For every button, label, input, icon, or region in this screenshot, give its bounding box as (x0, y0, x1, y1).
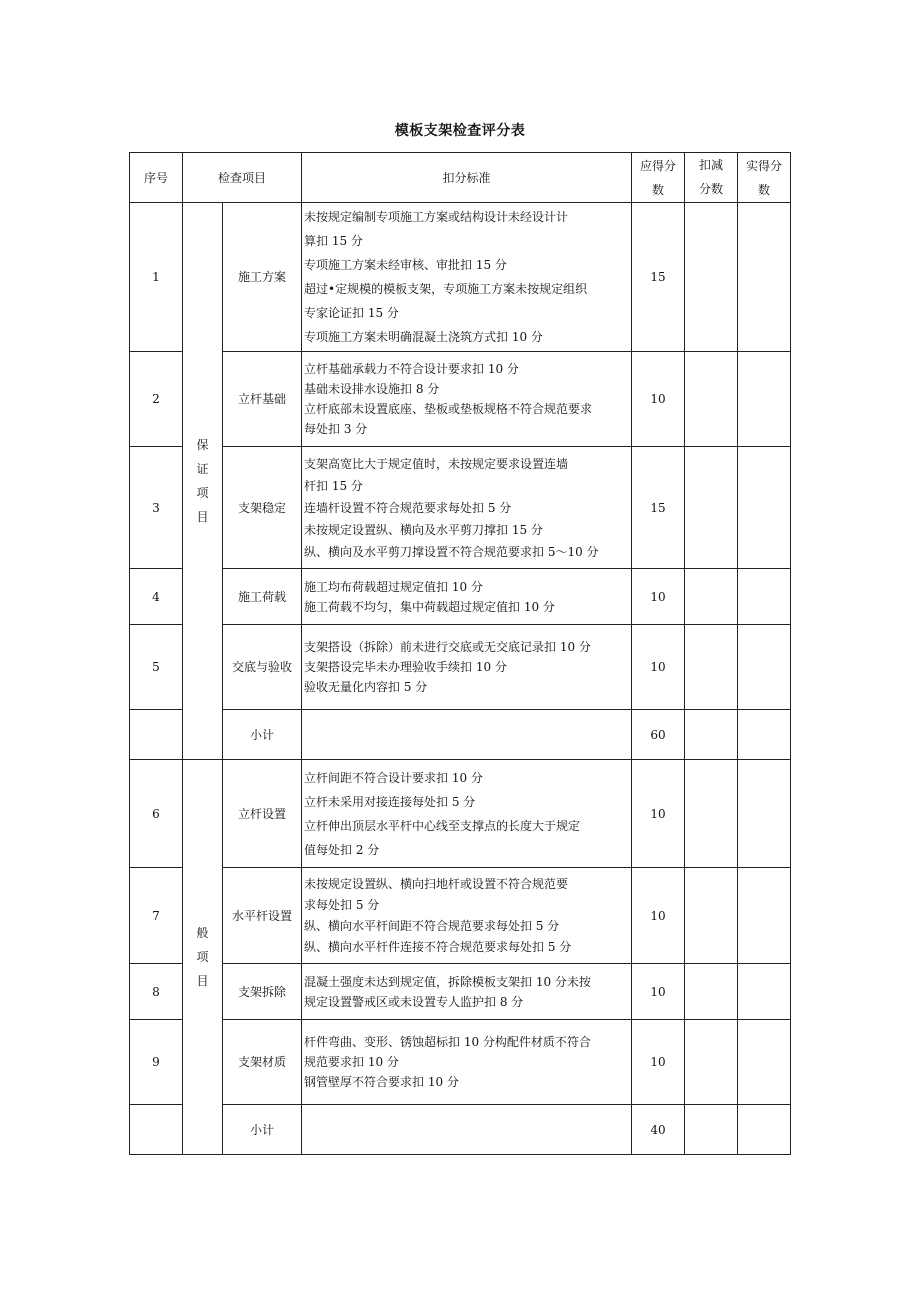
check-item: 交底与验收 (223, 625, 302, 710)
due-score: 10 (632, 1020, 685, 1105)
table-row (130, 1020, 791, 1105)
table-row (130, 625, 791, 710)
header-seq: 序号 (130, 153, 183, 203)
due-score: 15 (632, 447, 685, 569)
due-score: 10 (632, 352, 685, 447)
row-seq: 2 (130, 352, 183, 447)
deduction-standard: 支架搭设（拆除）前未进行交底或无交底记录扣 10 分 支架搭设完毕未办理验收手续扣 10 分 验收无量化内容扣 5 分 (302, 625, 632, 710)
subtotal-row (130, 710, 791, 760)
check-item: 支架拆除 (223, 964, 302, 1020)
row-seq: 5 (130, 625, 183, 710)
deduction-standard: 立杆间距不符合设计要求扣 10 分 立杆未采用对接连接每处扣 5 分 立杆伸出顶层水平杆中心线至支撑点的长度大于规定 值每处扣 2 分 (302, 760, 632, 868)
actual-score-cell (738, 1020, 791, 1105)
actual-score-cell (738, 868, 791, 964)
actual-score-cell (738, 964, 791, 1020)
deduct-score-cell (685, 868, 738, 964)
check-item: 水平杆设置 (223, 868, 302, 964)
table-row (130, 203, 791, 352)
header-row (130, 153, 791, 203)
check-item: 支架稳定 (223, 447, 302, 569)
actual-score-cell (738, 447, 791, 569)
row-seq: 3 (130, 447, 183, 569)
subtotal-label: 小计 (223, 710, 302, 760)
row-seq: 7 (130, 868, 183, 964)
header-actual-score: 实得分 数 (738, 153, 791, 203)
row-seq: 1 (130, 203, 183, 352)
subtotal-label: 小计 (223, 1105, 302, 1155)
actual-score-cell (738, 1105, 791, 1155)
table-row (130, 868, 791, 964)
category-guarantee-items: 保 证 项 目 (183, 203, 223, 760)
deduct-score-cell (685, 569, 738, 625)
deduct-score-cell (685, 760, 738, 868)
row-seq: 6 (130, 760, 183, 868)
deduct-score-cell (685, 203, 738, 352)
table-row (130, 447, 791, 569)
page-title: 模板支架检查评分表 (394, 123, 526, 139)
actual-score-cell (738, 760, 791, 868)
check-item: 立杆基础 (223, 352, 302, 447)
subtotal-score: 40 (632, 1105, 685, 1155)
deduction-standard: 未按规定编制专项施工方案或结构设计未经设计计 算扣 15 分 专项施工方案未经审核、审批扣 15 分 超过•定规模的模板支架，专项施工方案未按规定组织 专家论证扣 15 分 专项施工方案未明确混凝土浇筑方式扣 10 分 (302, 203, 632, 352)
table-row (130, 760, 791, 868)
row-seq-empty (130, 1105, 183, 1155)
row-seq-empty (130, 710, 183, 760)
deduct-score-cell (685, 1020, 738, 1105)
table-row (130, 569, 791, 625)
actual-score-cell (738, 203, 791, 352)
category-general-items: 般 项 目 (183, 760, 223, 1155)
actual-score-cell (738, 569, 791, 625)
deduction-standard: 混凝土强度未达到规定值，拆除模板支架扣 10 分未按 规定设置警戒区或未设置专人监护扣 8 分 (302, 964, 632, 1020)
score-table (129, 152, 791, 1155)
subtotal-row (130, 1105, 791, 1155)
deduct-score-cell (685, 352, 738, 447)
due-score: 10 (632, 964, 685, 1020)
deduct-score-cell (685, 1105, 738, 1155)
due-score: 10 (632, 760, 685, 868)
table-row (130, 964, 791, 1020)
row-seq: 9 (130, 1020, 183, 1105)
check-item: 施工荷载 (223, 569, 302, 625)
actual-score-cell (738, 625, 791, 710)
subtotal-score: 60 (632, 710, 685, 760)
due-score: 10 (632, 569, 685, 625)
header-standard: 扣分标准 (302, 153, 632, 203)
actual-score-cell (738, 352, 791, 447)
deduct-score-cell (685, 964, 738, 1020)
row-seq: 4 (130, 569, 183, 625)
deduction-standard: 施工均布荷载超过规定值扣 10 分 施工荷载不均匀，集中荷载超过规定值扣 10 分 (302, 569, 632, 625)
header-due-score: 应得分 数 (632, 153, 685, 203)
due-score: 10 (632, 625, 685, 710)
check-item: 施工方案 (223, 203, 302, 352)
deduction-standard: 未按规定设置纵、横向扫地杆或设置不符合规范要 求每处扣 5 分 纵、横向水平杆间距不符合规范要求每处扣 5 分 纵、横向水平杆件连接不符合规范要求每处扣 5 分 (302, 868, 632, 964)
check-item: 立杆设置 (223, 760, 302, 868)
deduction-standard: 立杆基础承载力不符合设计要求扣 10 分 基础未设排水设施扣 8 分 立杆底部未设置底座、垫板或垫板规格不符合规范要求 每处扣 3 分 (302, 352, 632, 447)
deduction-standard: 杆件弯曲、变形、锈蚀超标扣 10 分构配件材质不符合 规范要求扣 10 分 钢管壁厚不符合要求扣 10 分 (302, 1020, 632, 1105)
check-item: 支架材质 (223, 1020, 302, 1105)
actual-score-cell (738, 710, 791, 760)
header-deduct-score: 扣减 分数 (685, 153, 738, 203)
header-item: 检查项目 (183, 153, 302, 203)
due-score: 15 (632, 203, 685, 352)
deduction-standard-empty (302, 1105, 632, 1155)
deduct-score-cell (685, 625, 738, 710)
deduct-score-cell (685, 447, 738, 569)
table-row (130, 352, 791, 447)
deduction-standard: 支架高宽比大于规定值时，未按规定要求设置连墙 杆扣 15 分 连墙杆设置不符合规范要求每处扣 5 分 未按规定设置纵、横向及水平剪刀撑扣 15 分 纵、横向及水平剪刀撑设置不符合规范要求扣 5～10 分 (302, 447, 632, 569)
deduct-score-cell (685, 710, 738, 760)
row-seq: 8 (130, 964, 183, 1020)
due-score: 10 (632, 868, 685, 964)
deduction-standard-empty (302, 710, 632, 760)
